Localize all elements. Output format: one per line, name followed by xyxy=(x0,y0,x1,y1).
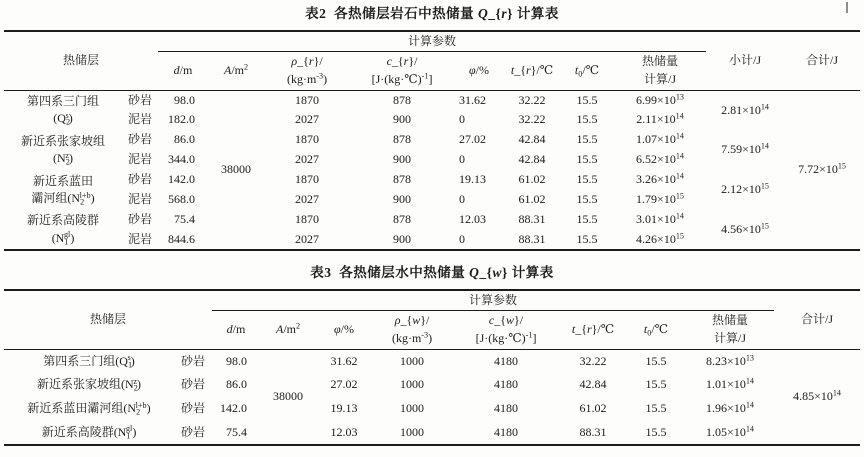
cell-heat-reserve: $3.01\times 10^{14}$ xyxy=(636,211,684,227)
cell-total: $7.72\times 10^{15}$ xyxy=(798,161,846,177)
t2-header-reservoir: 热储层 xyxy=(4,31,158,90)
cell-reservoir-temp: 32.22 xyxy=(579,353,607,368)
cell-subtotal: $4.56\times 10^{15}$ xyxy=(721,221,769,236)
t2-col-subtotal: 小计/J xyxy=(706,31,784,90)
cell-lithology: 砂岩 xyxy=(128,132,153,147)
cell-reservoir-temp: 61.02 xyxy=(579,401,607,416)
t2-col-porosity: φ/% xyxy=(454,51,504,90)
cell-porosity: 27.02 xyxy=(330,377,358,392)
cell-depth: 86.0 xyxy=(174,132,196,147)
cell-density: 2027 xyxy=(295,231,320,246)
cell-porosity: 31.62 xyxy=(330,353,358,368)
cell-lithology: 砂岩 xyxy=(128,172,153,187)
cell-heat-reserve: $1.05\times 10^{14}$ xyxy=(706,424,754,439)
t2-col-area: $A/m^2$ xyxy=(208,51,264,90)
cell-lithology: 砂岩 xyxy=(128,212,153,227)
cell-base-temp: 15.5 xyxy=(576,152,598,167)
t3-col-area: $A/m^2$ xyxy=(260,310,316,349)
cell-density: 1870 xyxy=(295,92,320,107)
cell-lithology: 泥岩 xyxy=(128,231,153,246)
cell-depth: 142.0 xyxy=(168,172,196,187)
table-row xyxy=(4,421,860,445)
table-row xyxy=(4,373,860,397)
cell-reservoir-temp: 88.31 xyxy=(579,424,607,439)
cell-density: 1870 xyxy=(295,132,320,147)
table-row xyxy=(4,130,860,150)
t3-col-depth: d/m xyxy=(212,310,260,349)
scan-edge-artifact xyxy=(846,2,848,13)
cell-density: 1870 xyxy=(295,212,320,227)
cell-formation-name: 新近系高陵群$(N_1^{gl})$ xyxy=(41,424,137,441)
cell-formation-name: 新近系高陵群 $(N_1^{gl})$ xyxy=(26,213,99,246)
cell-density: 2027 xyxy=(295,112,320,127)
cell-porosity: 19.13 xyxy=(330,401,358,416)
cell-lithology: 砂岩 xyxy=(181,353,206,368)
cell-density: 1870 xyxy=(295,172,320,187)
cell-depth: 568.0 xyxy=(168,192,196,207)
cell-density: 2027 xyxy=(295,192,320,207)
cell-density: 1000 xyxy=(400,424,425,439)
cell-porosity: 12.03 xyxy=(459,212,487,227)
t3-header-params: 计算参数 xyxy=(212,290,774,310)
table-row xyxy=(4,170,860,190)
cell-porosity: 0 xyxy=(459,152,466,167)
t2-col-heat-reserve: 热储量 计算/J xyxy=(614,51,706,90)
cell-depth: 844.6 xyxy=(168,231,196,246)
cell-porosity: 31.62 xyxy=(459,92,487,107)
cell-reservoir-temp: 61.02 xyxy=(518,172,546,187)
cell-reservoir-temp: 42.84 xyxy=(518,132,546,147)
cell-heat-reserve: $1.96\times 10^{14}$ xyxy=(706,400,754,416)
cell-base-temp: 15.5 xyxy=(576,212,598,227)
cell-heat-capacity: 4180 xyxy=(494,353,519,368)
cell-heat-capacity: 4180 xyxy=(494,401,519,416)
table2 xyxy=(4,30,860,251)
cell-base-temp: 15.5 xyxy=(576,92,598,107)
t2-col-base-temp: $t_0/℃$ xyxy=(560,51,614,90)
cell-heat-capacity: 900 xyxy=(393,112,412,127)
table-row xyxy=(4,210,860,230)
cell-reservoir-temp: 32.22 xyxy=(518,112,546,127)
table2-title: 表2 各热储层岩石中热储量 Q_{r} 计算表 xyxy=(305,6,559,21)
cell-depth: 75.4 xyxy=(226,424,248,439)
cell-area: 38000 xyxy=(273,389,304,404)
cell-heat-reserve: $4.26\times 10^{15}$ xyxy=(636,231,684,246)
cell-depth: 344.0 xyxy=(168,152,196,167)
cell-depth: 142.0 xyxy=(220,401,248,416)
cell-porosity: 0 xyxy=(459,192,466,207)
cell-depth: 98.0 xyxy=(226,353,248,368)
cell-lithology: 砂岩 xyxy=(181,377,206,392)
cell-porosity: 19.13 xyxy=(459,172,487,187)
cell-base-temp: 15.5 xyxy=(576,192,598,207)
cell-heat-reserve: $8.23\times 10^{13}$ xyxy=(706,353,754,368)
cell-porosity: 0 xyxy=(459,231,466,246)
cell-base-temp: 15.5 xyxy=(645,353,667,368)
t3-col-porosity: φ/% xyxy=(316,310,372,349)
cell-subtotal: $7.59\times 10^{14}$ xyxy=(721,141,769,157)
cell-subtotal: $2.81\times 10^{14}$ xyxy=(721,102,769,117)
cell-reservoir-temp: 32.22 xyxy=(518,92,546,107)
cell-lithology: 泥岩 xyxy=(128,152,153,167)
cell-formation-name: 新近系张家坡组$(N_2^z)$ xyxy=(37,376,141,393)
t3-header-reservoir: 热储层 xyxy=(4,290,212,349)
cell-depth: 98.0 xyxy=(174,92,196,107)
cell-porosity: 12.03 xyxy=(330,424,358,439)
cell-heat-reserve: $6.52\times 10^{14}$ xyxy=(636,151,684,167)
cell-heat-capacity: 900 xyxy=(393,231,412,246)
t2-col-depth: d/m xyxy=(158,51,208,90)
cell-formation-name: 新近系蓝田灞河组$(N_2^{l+b})$ xyxy=(27,400,151,417)
cell-porosity: 27.02 xyxy=(459,132,487,147)
cell-lithology: 砂岩 xyxy=(181,424,206,439)
t2-header-params: 计算参数 xyxy=(158,31,706,51)
cell-heat-reserve: $3.26\times 10^{14}$ xyxy=(636,171,684,187)
cell-formation-name: 第四系三门组 $(Q_2^s)$ xyxy=(26,93,99,127)
cell-depth: 75.4 xyxy=(174,212,196,227)
table3 xyxy=(4,289,860,446)
cell-density: 1000 xyxy=(400,401,425,416)
cell-heat-reserve: $1.01\times 10^{14}$ xyxy=(706,376,754,392)
cell-heat-capacity: 900 xyxy=(393,152,412,167)
cell-heat-reserve: $2.11\times 10^{14}$ xyxy=(636,111,684,127)
t3-col-water-density: ρ_{w}/ $(kg\cdot m^{-3})$ xyxy=(372,310,452,349)
t2-col-rock-heat-capacity: c_{r}/ [J·(kg·℃)$^{-1}$] xyxy=(350,51,454,90)
cell-depth: 182.0 xyxy=(168,112,196,127)
cell-base-temp: 15.5 xyxy=(576,112,598,127)
cell-total: $4.85\times 10^{14}$ xyxy=(793,388,841,404)
cell-density: 2027 xyxy=(295,152,320,167)
cell-heat-reserve: $1.79\times 10^{15}$ xyxy=(636,191,684,207)
cell-heat-capacity: 878 xyxy=(393,212,412,227)
cell-heat-capacity: 878 xyxy=(393,172,412,187)
cell-base-temp: 15.5 xyxy=(645,377,667,392)
cell-heat-reserve: $6.99\times 10^{13}$ xyxy=(636,92,684,107)
t3-col-water-heat-capacity: c_{w}/ [J·(kg·℃)$^{-1}$] xyxy=(452,310,560,349)
cell-depth: 86.0 xyxy=(226,377,248,392)
cell-density: 1000 xyxy=(400,377,425,392)
t3-col-total: 合计/J xyxy=(774,290,860,349)
cell-heat-capacity: 4180 xyxy=(494,424,519,439)
cell-formation-name: 第四系三门组$(Q_1^s)$ xyxy=(43,353,135,369)
cell-formation-name: 新近系蓝田 灞河组$(N_2^{l+b})$ xyxy=(31,173,95,207)
cell-base-temp: 15.5 xyxy=(576,172,598,187)
cell-reservoir-temp: 42.84 xyxy=(518,152,546,167)
cell-formation-name: 新近系张家坡组 $(N_2^z)$ xyxy=(20,133,105,167)
cell-base-temp: 15.5 xyxy=(576,132,598,147)
cell-base-temp: 15.5 xyxy=(645,424,667,439)
cell-porosity: 0 xyxy=(459,112,466,127)
table-row xyxy=(4,349,860,373)
cell-heat-capacity: 878 xyxy=(393,92,412,107)
cell-subtotal: $2.12\times 10^{15}$ xyxy=(721,181,769,197)
cell-area: 38000 xyxy=(221,162,252,177)
cell-reservoir-temp: 61.02 xyxy=(518,192,546,207)
t3-col-base-temp: $t_0/℃$ xyxy=(626,310,686,349)
cell-base-temp: 15.5 xyxy=(576,231,598,246)
table-row xyxy=(4,397,860,421)
table3-title: 表3 各热储层水中热储量 Q_{w} 计算表 xyxy=(310,265,554,280)
t3-col-reservoir-temp: t_{r}/℃ xyxy=(560,310,626,349)
t3-col-heat-reserve: 热储量 计算/J xyxy=(686,310,774,349)
cell-heat-reserve: $1.07\times 10^{14}$ xyxy=(636,131,684,147)
cell-base-temp: 15.5 xyxy=(645,401,667,416)
table-row xyxy=(4,90,860,110)
cell-heat-capacity: 878 xyxy=(393,132,412,147)
cell-lithology: 砂岩 xyxy=(181,401,206,416)
t2-col-rock-density: ρ_{r}/ $(kg\cdot m^{-3})$ xyxy=(264,51,350,90)
cell-heat-capacity: 4180 xyxy=(494,377,519,392)
cell-lithology: 砂岩 xyxy=(128,92,153,107)
t2-col-reservoir-temp: t_{r}/℃ xyxy=(504,51,560,90)
cell-lithology: 泥岩 xyxy=(128,192,153,207)
cell-reservoir-temp: 88.31 xyxy=(518,212,546,227)
t2-col-total: 合计/J xyxy=(784,31,860,90)
cell-lithology: 泥岩 xyxy=(128,112,153,127)
cell-density: 1000 xyxy=(400,353,425,368)
cell-reservoir-temp: 88.31 xyxy=(518,231,546,246)
cell-heat-capacity: 900 xyxy=(393,192,412,207)
cell-reservoir-temp: 42.84 xyxy=(579,377,607,392)
